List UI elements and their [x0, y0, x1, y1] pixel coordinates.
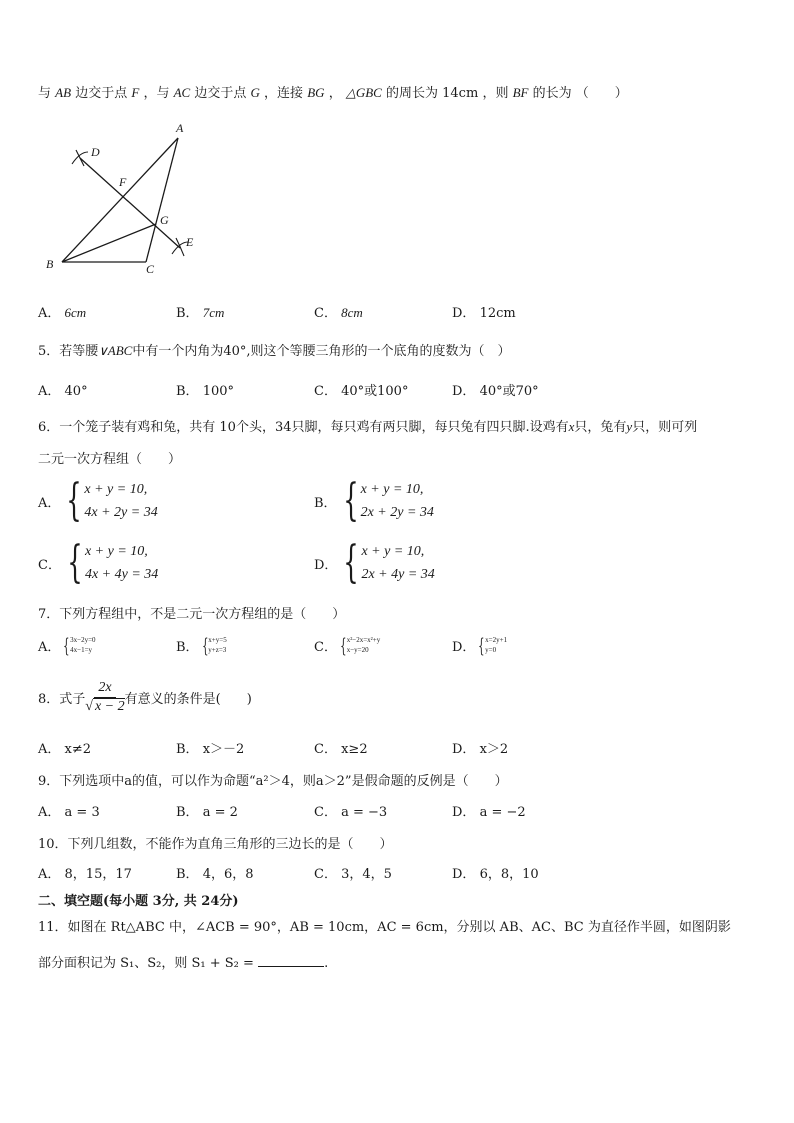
q8-option-d[interactable]: D． x＞2 [452, 742, 509, 757]
q8-option-c[interactable]: C． x≥2 [314, 742, 368, 757]
q11-stem-line2: 部分面积记为 S₁、S₂，则 S₁ + S₂ = . [38, 956, 329, 971]
brace-icon: { [201, 633, 209, 657]
q4-stem: 与 AB 边交于点 F ，与 AC 边交于点 G ，连接 BG ， △GBC 的周长为 14cm ，则 BF 的长为 （ ） [38, 85, 628, 101]
label-b: B [46, 257, 54, 271]
brace-icon: { [478, 633, 485, 657]
q7-stem: 7．下列方程组中，不是二元一次方程组的是（ ） [38, 607, 346, 622]
q4-option-c[interactable]: C． 8cm [314, 305, 363, 321]
q7-option-c[interactable]: C． { x²−2x=x²+y x−y=20 [314, 633, 381, 657]
q9-option-c[interactable]: C． a = −3 [314, 805, 388, 820]
q6-option-c[interactable]: C． { x + y = 10, 4x + 4y = 34 [38, 537, 159, 588]
section-heading: 二、填空题(每小题 3分, 共 24分) [38, 894, 239, 909]
q5-option-b[interactable]: B． 100° [176, 384, 235, 399]
label-d: D [91, 145, 100, 159]
q5-option-d[interactable]: D． 40°或70° [452, 384, 539, 399]
q8-stem: 8．式子 $\frac{2x}{√ x - 2}$ 有意义的条件是( ) [38, 680, 252, 714]
q11-stem-line1: 11．如图在 Rt△ABC 中，∠ACB = 90°，AB = 10cm，AC = 6cm，分别以 AB、AC、BC 为直径作半圆，如图阴影 [38, 920, 731, 935]
q7-option-b[interactable]: B． { x+y=5 y+z=3 [176, 633, 227, 657]
label-a: A [176, 121, 184, 135]
q8-option-b[interactable]: B． x＞－2 [176, 742, 245, 757]
label-f: F [119, 175, 127, 189]
label-c: C [146, 262, 155, 276]
q10-option-c[interactable]: C． 3，4，5 [314, 867, 392, 882]
q5-stem: 5．若等腰∨ABC中有一个内角为40°,则这个等腰三角形的一个底角的度数为（ ） [38, 343, 511, 359]
q4-option-b[interactable]: B． 7cm [176, 305, 225, 321]
q7-option-a[interactable]: A． { 3x−2y=0 4x−1=y [38, 633, 96, 657]
brace-icon: { [340, 633, 347, 657]
segment-ca [146, 138, 178, 262]
q4-triangle-figure [38, 118, 208, 278]
fraction-expression: $\frac{2x}{√ x - 2}$ [85, 680, 125, 714]
label-g: G [160, 213, 169, 227]
q6-option-b[interactable]: B． { x + y = 10, 2x + 2y = 34 [314, 475, 434, 526]
brace-icon: { [343, 537, 360, 588]
brace-icon: { [63, 633, 70, 657]
q4-option-d[interactable]: D． 12cm [452, 306, 516, 321]
q4-option-a[interactable]: A． 6cm [38, 305, 87, 321]
q9-option-d[interactable]: D． a = −2 [452, 805, 526, 820]
brace-icon: { [67, 537, 83, 588]
brace-icon: { [66, 475, 83, 526]
brace-icon: { [342, 475, 359, 526]
answer-blank[interactable] [258, 954, 324, 967]
q9-option-b[interactable]: B． a = 2 [176, 805, 238, 820]
label-e: E [186, 235, 194, 249]
q10-option-d[interactable]: D． 6，8，10 [452, 867, 539, 882]
q10-stem: 10．下列几组数，不能作为直角三角形的三边长的是（ ） [38, 837, 393, 852]
q6-option-a[interactable]: A． { x + y = 10, 4x + 2y = 34 [38, 475, 158, 526]
q10-option-a[interactable]: A． 8，15，17 [38, 867, 132, 882]
q6-stem-line1: 6．一个笼子装有鸡和兔，共有 10个头，34只脚，每只鸡有两只脚，每只兔有四只脚.设鸡有x只，兔有y只，则可列 [38, 419, 698, 435]
q8-option-a[interactable]: A． x≠2 [38, 742, 92, 757]
q5-option-a[interactable]: A． 40° [38, 384, 88, 399]
q7-option-d[interactable]: D． { x=2y+1 y=0 [452, 633, 508, 657]
q9-option-a[interactable]: A． a = 3 [38, 805, 100, 820]
q6-stem-line2: 二元一次方程组（ ） [38, 452, 182, 467]
q5-option-c[interactable]: C． 40°或100° [314, 384, 409, 399]
q10-option-b[interactable]: B． 4，6，8 [176, 867, 254, 882]
q9-stem: 9．下列选项中a的值，可以作为命题“a²＞4，则a＞2”是假命题的反例是（ ） [38, 774, 508, 789]
q6-option-d[interactable]: D． { x + y = 10, 2x + 4y = 34 [314, 537, 435, 588]
segment-bg [62, 224, 156, 262]
